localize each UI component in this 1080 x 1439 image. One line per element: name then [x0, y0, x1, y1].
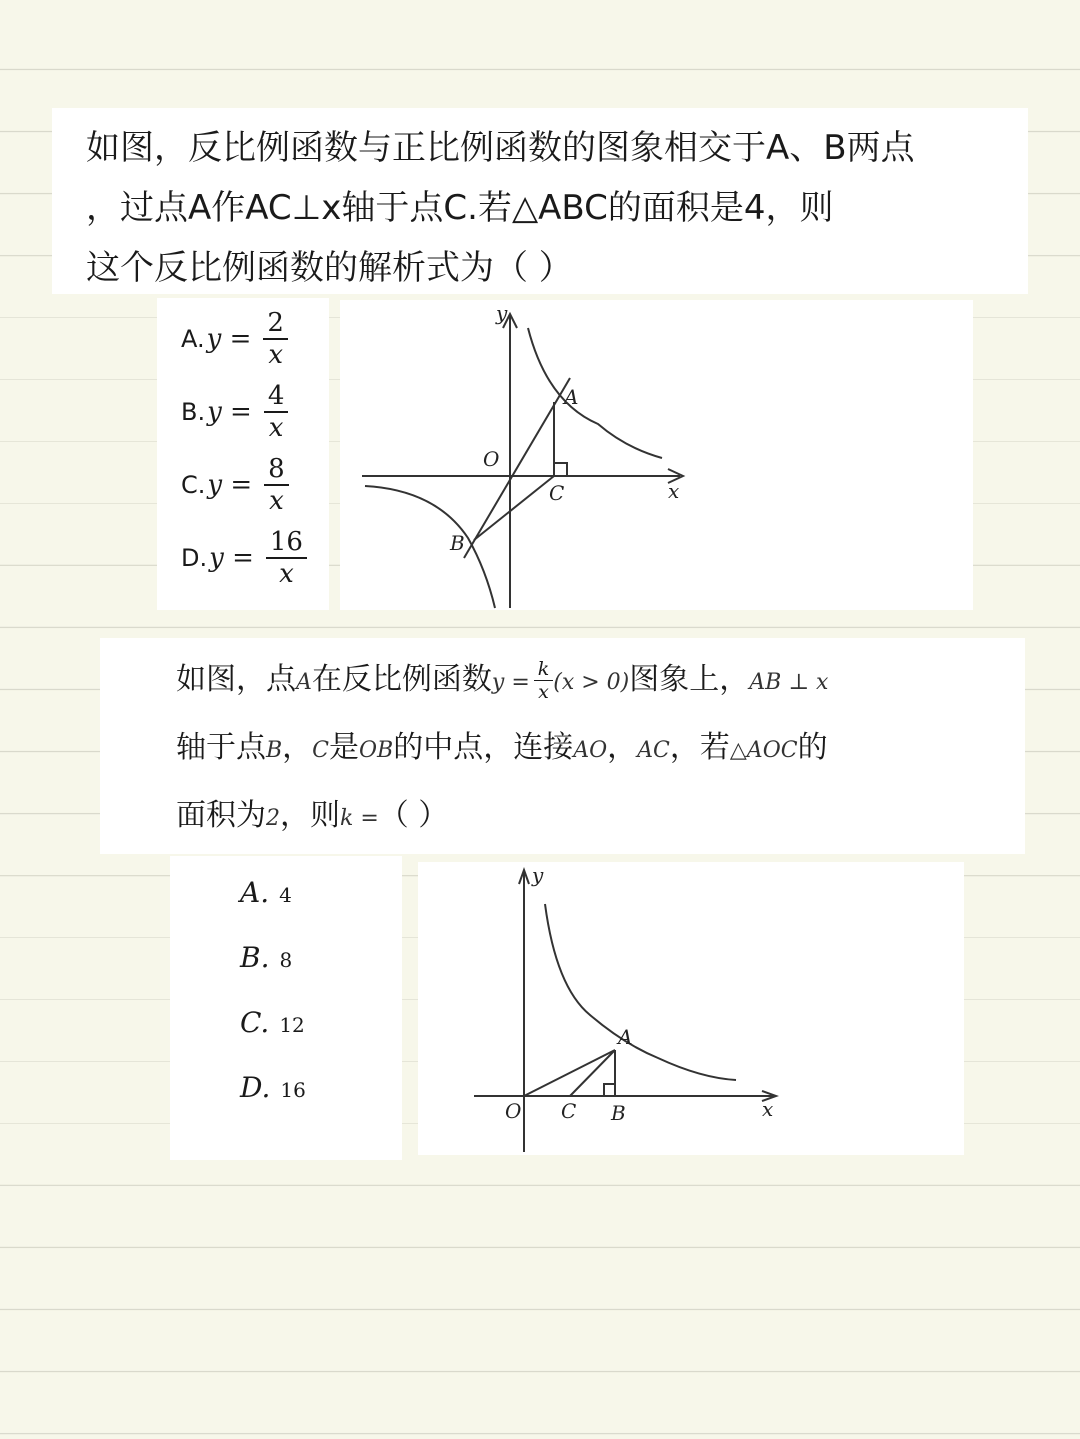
answer-blank: （ ）	[378, 798, 449, 833]
text-segment: 的	[797, 730, 828, 765]
fraction	[264, 454, 289, 516]
label-origin: O	[483, 447, 500, 471]
math-var: B	[266, 738, 283, 763]
numerator: 2	[263, 308, 288, 340]
option-c	[181, 454, 289, 516]
option-d	[181, 527, 307, 589]
segment-ao	[524, 1050, 615, 1096]
option-value: 4	[279, 883, 292, 907]
question-1-options	[157, 298, 329, 610]
right-angle-mark	[604, 1084, 615, 1096]
question-1-figure	[340, 300, 973, 610]
segment-bc	[474, 476, 554, 540]
option-label: B.	[240, 941, 270, 974]
option-label: D.	[240, 1071, 271, 1104]
option-c	[240, 1006, 305, 1039]
segment-ac	[570, 1050, 615, 1096]
function-fraction	[534, 658, 554, 703]
label-a: A	[618, 1025, 633, 1049]
question-1-line-3: 这个反比例函数的解析式为（ ）	[86, 248, 573, 288]
question-2-line-2	[176, 728, 828, 771]
numerator: 4	[264, 381, 289, 413]
math-var: AO	[573, 738, 608, 763]
option-label: C.	[181, 471, 206, 499]
question-1-diagram	[340, 300, 973, 610]
label-origin: O	[505, 1099, 522, 1123]
option-lhs: y =	[209, 543, 254, 573]
curve-branch-right	[528, 328, 662, 458]
right-angle-mark	[554, 463, 567, 476]
label-b: B	[611, 1101, 626, 1125]
option-label: A.	[240, 876, 270, 909]
fraction	[264, 381, 289, 443]
question-2-figure	[418, 862, 964, 1155]
label-x: x	[668, 479, 680, 503]
option-d	[240, 1071, 306, 1104]
question-2-line-1	[176, 658, 828, 703]
label-c: C	[561, 1099, 577, 1123]
math-var: k =	[340, 806, 379, 831]
label-x: x	[762, 1097, 774, 1121]
question-1-text-card	[52, 108, 1028, 294]
curve-branch	[545, 904, 736, 1080]
math-var: C	[312, 738, 330, 763]
fraction	[266, 527, 307, 589]
text-segment: 如图，点	[176, 662, 296, 697]
question-2-options	[170, 856, 402, 1160]
text-segment: 在反比例函数	[311, 662, 492, 697]
denominator: x	[538, 681, 549, 703]
label-c: C	[549, 481, 565, 505]
option-lhs: y =	[207, 397, 252, 427]
question-1-line-1: 如图，反比例函数与正比例函数的图象相交于A、B两点	[86, 128, 915, 168]
function-condition: (x > 0)	[553, 670, 630, 695]
label-y: y	[532, 863, 544, 887]
denominator: x	[269, 486, 284, 516]
label-a: A	[564, 385, 579, 409]
math-var: △AOC	[729, 738, 798, 763]
label-y: y	[496, 301, 508, 325]
question-1-line-2: ，过点A作AC⊥x轴于点C.若△ABC的面积是4，则	[86, 188, 834, 228]
option-label: B.	[181, 398, 206, 426]
option-value: 12	[279, 1013, 305, 1037]
text-segment: ，	[607, 730, 638, 765]
math-var: 2	[266, 806, 280, 831]
option-lhs: y =	[206, 324, 252, 354]
text-segment: 是	[329, 730, 360, 765]
option-value: 8	[279, 948, 293, 972]
option-label: D.	[181, 544, 208, 572]
denominator: x	[268, 413, 284, 443]
option-b	[240, 941, 292, 974]
math-var: A	[296, 670, 312, 695]
text-segment: ，则	[280, 798, 340, 833]
option-a	[240, 876, 292, 909]
text-segment: 轴于点	[176, 730, 266, 765]
option-label: C.	[240, 1006, 270, 1039]
denominator: x	[268, 340, 283, 370]
option-lhs: y =	[207, 470, 253, 500]
text-segment: ，	[282, 730, 313, 765]
math-var: AB ⊥ x	[749, 670, 829, 695]
fraction	[263, 308, 288, 370]
question-2-line-3	[176, 796, 448, 839]
math-var: OB	[359, 738, 394, 763]
option-value: 16	[280, 1078, 306, 1102]
numerator: 8	[264, 454, 289, 486]
option-b	[181, 381, 288, 443]
text-segment: 面积为	[176, 798, 266, 833]
option-label: A.	[181, 325, 205, 353]
curve-branch-left	[365, 486, 495, 608]
numerator: k	[534, 658, 554, 681]
label-b: B	[450, 531, 465, 555]
text-segment: 图象上，	[629, 662, 750, 697]
option-a	[181, 308, 288, 370]
question-2-diagram	[418, 862, 964, 1155]
math-var: AC	[637, 738, 670, 763]
numerator: 16	[266, 527, 307, 559]
function-lhs: y =	[491, 670, 530, 695]
question-2-text-card	[100, 638, 1025, 854]
text-segment: 的中点，连接	[393, 730, 574, 765]
denominator: x	[279, 559, 294, 589]
text-segment: ，若	[669, 730, 730, 765]
